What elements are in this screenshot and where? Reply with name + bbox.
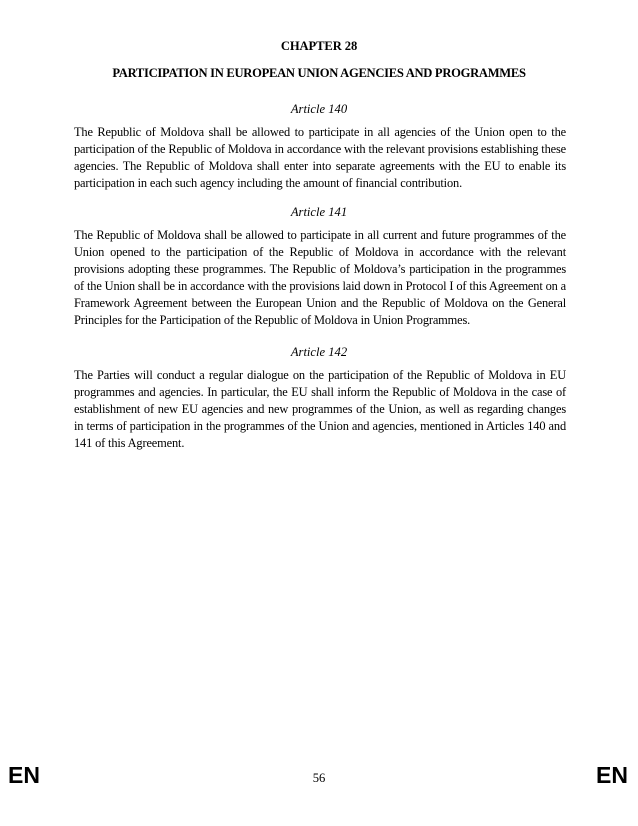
article-142-heading: Article 142 (290, 345, 348, 359)
footer-language-right: EN (596, 762, 628, 788)
article-140-text: The Republic of Moldova shall be allowed to participate in all agencies of the Union open to the participation of the Republic of Moldova in accordance with the relevant provisions establishing these agencies. The Republic of Moldova shall enter into separate agreements with the EU to enable its participation in each such agency including the amount of financial contribution. (74, 125, 566, 190)
footer-language-left: EN (8, 762, 40, 788)
article-141-heading: Article 141 (290, 205, 348, 219)
chapter-title: PARTICIPATION IN EUROPEAN UNION AGENCIES AND PROGRAMMES (112, 66, 526, 80)
article-141-text: The Republic of Moldova shall be allowed to participate in all current and future programmes of the Union opened to the participation of the Republic of Moldova in accordance with the relevant provisions adopting these programmes. The Republic of Moldova’s participation in the programmes of the Union shall be in accordance with the provisions laid down in Protocol I of this Agreement on a Framework Agreement between the European Union and the Republic of Moldova on the General Principles for the Participation of the Republic of Moldova in Union Programmes. (74, 228, 566, 327)
article-142-text: The Parties will conduct a regular dialogue on the participation of the Republic of Moldova in EU programmes and agencies. In particular, the EU shall inform the Republic of Moldova in the case of establishment of new EU agencies and new programmes of the Union, as well as regarding changes in terms of participation in the programmes of the Union and agencies, mentioned in Articles 140 and 141 of this Agreement. (74, 368, 566, 450)
page-number: 56 (312, 771, 326, 785)
chapter-label: CHAPTER 28 (280, 39, 358, 53)
article-140-heading: Article 140 (290, 102, 348, 116)
